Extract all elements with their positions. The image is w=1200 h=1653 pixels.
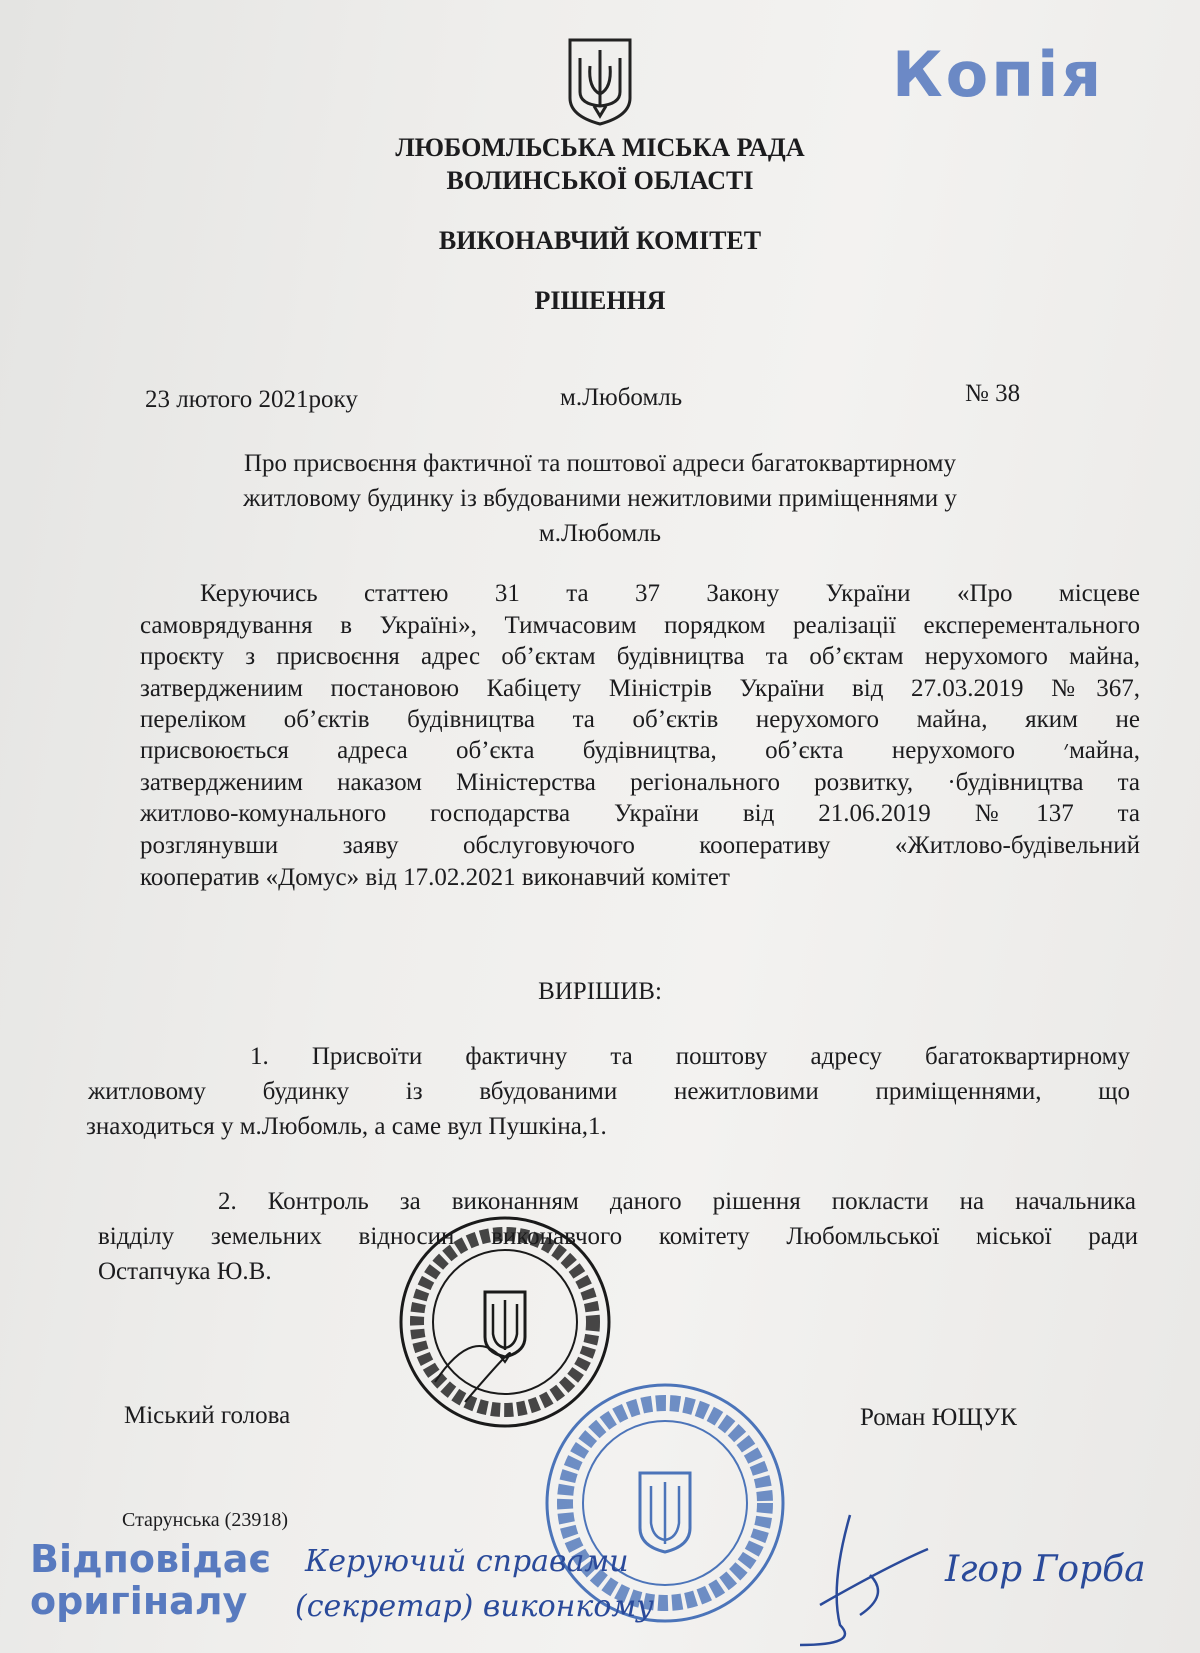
preamble-line: затверджениим наказом Міністерства регіонального розвитку, ·будівництва та <box>140 769 1140 796</box>
certified-copy-stamp <box>30 1538 271 1622</box>
handwritten-name: Ігор Горба <box>945 1549 1146 1590</box>
subject-line: Про присвоєння фактичної та поштової адреси багатоквартирному <box>243 450 956 477</box>
certify-stamp-line: Відповідає <box>30 1537 271 1581</box>
signature-position: Міський голова <box>124 1402 291 1429</box>
preamble-line: самоврядування в Україні», Тимчасовим порядком реалізації експерементального <box>140 612 1140 639</box>
preamble-line: житлово-комунального господарства України від 21.06.2019 №137 та <box>140 800 1140 827</box>
item-line: відділу земельних відносин виконавчого комітету Любомльської міської ради <box>98 1223 1138 1250</box>
document-type: РІШЕННЯ <box>534 286 666 315</box>
handwritten-title-line: Керуючий справами <box>305 1544 629 1579</box>
copy-stamp: Копія <box>892 38 1105 111</box>
decision-date: 23 лютого 2021року <box>145 386 358 413</box>
subject-line: м.Любомль <box>538 520 662 547</box>
decision-city: м.Любомль <box>560 384 683 411</box>
council-name: ЛЮБОМЛЬСЬКА МІСЬКА РАДА <box>395 133 805 162</box>
committee-title: ВИКОНАВЧИЙ КОМІТЕТ <box>438 226 762 255</box>
decision-number: № 38 <box>965 380 1021 407</box>
preamble-line: затверджениим постановою Кабіцету Міністрів України від 27.03.2019 №367, <box>140 675 1140 702</box>
executor: Старунська (23918) <box>122 1509 288 1531</box>
item-line: 1. Присвоїти фактичну та поштову адресу багатоквартирному <box>250 1043 1130 1070</box>
preamble-line: проєкту з присвоєння адрес об’єктам будівництва та об’єктам нерухомого майна, <box>140 643 1140 670</box>
council-region: ВОЛИНСЬКОЇ ОБЛАСТІ <box>446 166 754 195</box>
trident-coat-of-arms-icon <box>566 36 634 128</box>
preamble-line: переліком об’єктів будівництва та об’єктів нерухомого майна, яким не <box>140 706 1140 733</box>
item-line: 2. Контроль за виконанням даного рішення покласти на начальника <box>218 1188 1136 1215</box>
preamble-line: розглянувши заяву обслуговуючого кооперативу «Житлово-будівельний <box>140 832 1140 859</box>
item-line: Остапчука Ю.В. <box>98 1258 272 1285</box>
handwritten-title-line: (секретар) виконкому <box>295 1589 654 1624</box>
item-line: житловому будинку із вбудованими нежитловими приміщеннями, що <box>88 1078 1130 1105</box>
decision-heading: ВИРІШИВ: <box>538 978 662 1005</box>
subject-line: житловому будинку із вбудованими нежитловими приміщеннями у <box>243 485 957 512</box>
preamble-line: присвоюється адреса об’єкта будівництва, об’єкта нерухомого ׳майна, <box>140 737 1140 764</box>
signature-name: Роман ЮЩУК <box>860 1404 1017 1431</box>
certify-stamp-line: оригіналу <box>30 1579 248 1623</box>
preamble-line: кооператив «Домус» від 17.02.2021 виконавчий комітет <box>140 864 730 891</box>
item-line: знаходиться у м.Любомль, а саме вул Пушкіна,1. <box>86 1113 607 1140</box>
preamble-line: Керуючись статтею 31 та 37 Закону України «Про місцеве <box>200 580 1140 607</box>
handwritten-signature <box>790 1505 930 1653</box>
